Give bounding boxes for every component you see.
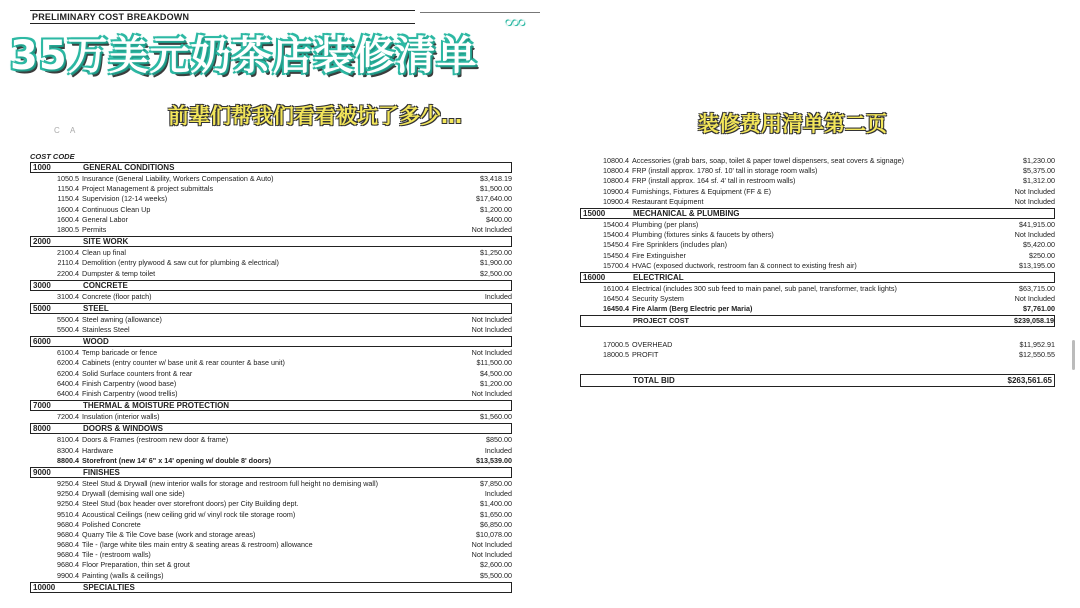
item-code: 9680.4 [57,529,79,539]
table-row [30,269,512,279]
item-amount: $17,640.00 [476,194,512,204]
item-code: 9900.4 [57,570,79,580]
item-code: 8300.4 [57,445,79,455]
redacted-text: C A [54,126,77,135]
item-amount: Not Included [471,325,512,335]
item-code: 1800.5 [57,224,79,234]
item-description: Project Management & project submittals [82,184,214,194]
table-row [30,412,512,422]
item-amount: $41,915.00 [1019,219,1055,229]
item-amount: $3,418.19 [480,174,512,183]
item-amount: $1,312.00 [1023,176,1055,186]
section-code: 16000 [583,272,606,282]
table-row [580,284,1055,294]
table-row [580,304,1055,314]
item-description: HVAC (exposed ductwork, restroom fan & connect to existing fresh air) [632,260,857,270]
section-header [580,208,1055,219]
item-description: General Labor [82,214,128,224]
table-row [580,230,1055,240]
table-row [580,176,1055,186]
item-description: Storefront (new 14' 6" x 14' opening w/ double 8' doors) [82,455,272,465]
item-code: 10800.4 [603,176,629,186]
item-description: Clean up final [82,248,126,258]
item-description: Fire Alarm (Berg Electric per Maria) [632,304,753,314]
table-row [30,248,512,258]
section-header [30,467,512,478]
item-description: Cabinets (entry counter w/ base unit & rear counter & base unit) [82,358,285,368]
table-row [30,325,512,335]
item-code: 9680.4 [57,519,79,529]
item-amount: Not Included [471,224,512,234]
table-row [30,540,512,550]
section-header [30,280,512,291]
item-code: 2200.4 [57,268,79,278]
item-code: 2100.4 [57,248,79,258]
item-code: 1600.4 [57,214,79,224]
table-row [30,379,512,389]
table-row [580,220,1055,230]
item-code: 8100.4 [57,435,79,445]
item-amount: $5,500.00 [480,570,512,580]
overhead-rows [580,340,1055,360]
item-code: 10800.4 [603,166,629,176]
project-cost-label: PROJECT COST [633,316,689,326]
table-row [30,520,512,530]
item-code: 2110.4 [57,258,79,268]
item-code: 9250.4 [57,499,79,509]
item-amount: Not Included [1014,196,1055,206]
item-code: 5500.4 [57,314,79,324]
item-amount: $2,500.00 [480,268,512,278]
table-row [30,258,512,268]
item-code: 16450.4 [603,294,629,304]
item-description: Acoustical Ceilings (new ceiling grid w/ vinyl rock tile storage room) [82,509,296,519]
item-description: Polished Concrete [82,519,141,529]
item-code: 15400.4 [603,219,629,229]
item-description: Plumbing (fixtures sinks & faucets by others) [632,230,774,240]
item-code: 7200.4 [57,412,79,422]
left-sections [30,162,512,593]
table-row [30,560,512,570]
item-description: FRP (install approx. 1780 sf. 10' tall in storage room walls) [632,166,818,176]
specialties-rows [580,156,1055,207]
item-amount: Not Included [1014,186,1055,196]
item-amount: $5,375.00 [1023,166,1055,176]
table-row [30,389,512,399]
section-code: 8000 [33,424,51,434]
item-amount: $1,900.00 [480,258,512,268]
table-row [30,184,512,194]
item-amount: Included [484,291,512,301]
item-amount: Not Included [471,314,512,324]
section-title: ELECTRICAL [633,272,684,282]
section-code: 6000 [33,337,51,347]
item-code: 5500.4 [57,325,79,335]
item-code: 10800.4 [603,156,629,165]
item-code: 6200.4 [57,368,79,378]
section-header [30,303,512,314]
section-code: 10000 [33,582,56,592]
document-header: PRELIMINARY COST BREAKDOWN [30,10,415,24]
item-amount: $5,420.00 [1023,240,1055,250]
item-amount: Not Included [471,540,512,550]
table-row [30,550,512,560]
item-description: Accessories (grab bars, soap, toilet & paper towel dispensers, seat covers & signage) [632,156,905,165]
section-title: DOORS & WINDOWS [83,424,163,434]
item-code: 18000.5 [603,350,629,360]
item-amount: $1,500.00 [480,184,512,194]
item-description: Finish Carpentry (wood trellis) [82,389,178,398]
item-description: Restaurant Equipment [632,196,704,206]
table-row [30,571,512,581]
table-row [30,489,512,499]
item-description: Doors & Frames (restroom new door & frame) [82,435,229,445]
item-code: 15700.4 [603,260,629,270]
section-header [30,582,512,593]
item-code: 9250.4 [57,489,79,499]
item-code: 9680.4 [57,550,79,560]
item-amount: $1,200.00 [480,204,512,214]
cost-table-right [580,156,1055,387]
item-code: 1150.4 [57,184,79,194]
table-row [30,499,512,509]
item-description: Steel awning (allowance) [82,314,162,324]
table-row [30,205,512,215]
item-code: 16100.4 [603,283,629,293]
item-amount: Not Included [1014,230,1055,240]
item-code: 1600.4 [57,204,79,214]
item-description: Plumbing (per plans) [632,219,699,229]
section-header [30,423,512,434]
item-description: Permits [82,224,107,234]
right-sections [580,208,1055,315]
item-amount: $63,715.00 [1019,283,1055,293]
table-row [30,174,512,184]
item-description: Insurance (General Liability, Workers Compensation & Auto) [82,174,274,183]
item-amount: Included [484,489,512,499]
section-code: 5000 [33,303,51,313]
item-amount: $1,560.00 [480,412,512,422]
section-title: GENERAL CONDITIONS [83,163,175,172]
table-row [30,369,512,379]
table-row [30,479,512,489]
table-row [580,197,1055,207]
item-description: Fire Sprinklers (includes plan) [632,240,728,250]
item-code: 1050.5 [57,174,79,183]
item-description: Furnishings, Fixtures & Equipment (FF & E) [632,186,772,196]
item-description: OVERHEAD [632,339,673,349]
table-row [30,435,512,445]
item-amount: $11,500.00 [476,358,512,368]
item-amount: $1,200.00 [480,378,512,388]
item-amount: $1,250.00 [480,248,512,258]
table-row [580,240,1055,250]
scroll-indicator[interactable] [1072,340,1075,370]
item-code: 6400.4 [57,389,79,398]
table-row [580,187,1055,197]
item-description: Concrete (floor patch) [82,291,152,301]
table-row [580,350,1055,360]
total-bid-label: TOTAL BID [633,376,675,386]
section-title: CONCRETE [83,280,128,290]
item-description: Steel Stud & Drywall (new interior walls for storage and restroom full height no demising wall) [82,478,379,488]
item-description: Security System [632,294,684,304]
table-row [580,340,1055,350]
section-title: WOOD [83,337,109,347]
section-header [30,400,512,411]
item-code: 9510.4 [57,509,79,519]
section-title: MECHANICAL & PLUMBING [633,208,740,218]
item-code: 8800.4 [57,455,79,465]
section-title: SITE WORK [83,237,129,247]
item-description: Supervision (12-14 weeks) [82,194,168,204]
item-amount: $1,650.00 [480,509,512,519]
item-amount: $1,230.00 [1023,156,1055,165]
section-header [580,272,1055,283]
table-row [30,194,512,204]
item-amount: $6,850.00 [480,519,512,529]
header-divider [420,12,540,13]
table-row [580,166,1055,176]
total-bid-row [580,374,1055,387]
item-code: 9250.4 [57,478,79,488]
section-header [30,162,512,173]
overlay-subtitle-left: 前辈们帮我们看看被坑了多少… [168,104,462,128]
item-code: 6200.4 [57,358,79,368]
item-amount: $850.00 [486,435,512,445]
item-description: Drywall (demising wall one side) [82,489,185,499]
item-code: 9680.4 [57,560,79,570]
item-amount: $11,952.91 [1019,339,1055,349]
item-amount: Not Included [1014,294,1055,304]
section-title: SPECIALTIES [83,582,135,592]
table-row [30,292,512,302]
table-row [30,215,512,225]
table-row [30,348,512,358]
item-description: Fire Extinguisher [632,250,686,260]
item-description: Continuous Clean Up [82,204,151,214]
section-code: 1000 [33,163,51,172]
section-code: 3000 [33,280,51,290]
section-code: 2000 [33,237,51,247]
project-cost-row [580,315,1055,327]
item-description: Hardware [82,445,114,455]
section-title: FINISHES [83,467,120,477]
item-amount: Not Included [471,348,512,358]
item-description: Steel Stud (box header over storefront doors) per City Building dept. [82,499,299,509]
item-code: 9680.4 [57,540,79,550]
item-description: Temp baricade or fence [82,348,158,358]
table-row [580,156,1055,166]
section-code: 9000 [33,467,51,477]
overlay-title: 35万美元奶茶店装修清单 [10,33,478,79]
item-amount: $7,850.00 [480,478,512,488]
item-description: Dumpster & temp toilet [82,268,156,278]
table-row [30,510,512,520]
cost-code-label: COST CODE [30,152,75,161]
item-description: Finish Carpentry (wood base) [82,378,177,388]
overlay-subtitle-right: 装修费用清单第二页 [698,112,887,136]
item-description: Insulation (interior walls) [82,412,160,422]
item-amount: $13,539.00 [476,455,512,465]
section-title: STEEL [83,303,109,313]
section-header [30,236,512,247]
project-cost-amount: $239,058.19 [1014,316,1054,326]
item-code: 15450.4 [603,240,629,250]
item-amount: $7,761.00 [1023,304,1055,314]
table-row [30,358,512,368]
item-description: Painting (walls & ceilings) [82,570,164,580]
item-code: 6100.4 [57,348,79,358]
item-amount: $12,550.55 [1019,350,1055,360]
item-code: 6400.4 [57,378,79,388]
table-row [30,446,512,456]
item-description: PROFIT [632,350,659,360]
item-amount: $1,400.00 [480,499,512,509]
item-amount: $400.00 [486,214,512,224]
item-description: Tile - (restroom walls) [82,550,151,560]
item-code: 10900.4 [603,196,629,206]
table-row [30,315,512,325]
table-row [30,456,512,466]
item-description: Electrical (includes 300 sub feed to main panel, sub panel, transformer, track lights) [632,283,897,293]
item-description: Tile - (large white tiles main entry & seating areas & restroom) allowance [82,540,313,550]
table-row [580,251,1055,261]
item-code: 17000.5 [603,339,629,349]
item-code: 3100.4 [57,291,79,301]
section-header [30,336,512,347]
ellipsis-icon: ••• [506,15,526,32]
table-row [30,225,512,235]
section-title: THERMAL & MOISTURE PROTECTION [83,401,230,411]
item-code: 15450.4 [603,250,629,260]
table-row [580,294,1055,304]
item-amount: Not Included [471,389,512,398]
item-amount: Not Included [471,550,512,560]
item-code: 10900.4 [603,186,629,196]
table-row [30,530,512,540]
item-description: FRP (install approx. 164 sf. 4' tall in restroom walls) [632,176,796,186]
item-amount: $2,600.00 [480,560,512,570]
section-code: 7000 [33,401,51,411]
item-description: Demolition (entry plywood & saw cut for plumbing & electrical) [82,258,279,268]
table-row [580,261,1055,271]
item-amount: $4,500.00 [480,368,512,378]
item-code: 15400.4 [603,230,629,240]
item-description: Solid Surface counters front & rear [82,368,193,378]
item-amount: $13,195.00 [1019,260,1055,270]
item-description: Floor Preparation, thin set & grout [82,560,190,570]
item-code: 1150.4 [57,194,79,204]
item-description: Stainless Steel [82,325,130,335]
item-amount: $10,078.00 [476,529,512,539]
item-amount: Included [484,445,512,455]
cost-table-left [30,152,512,594]
section-code: 15000 [583,208,606,218]
item-code: 16450.4 [603,304,629,314]
total-bid-amount: $263,561.65 [1007,376,1052,386]
item-description: Quarry Tile & Tile Cove base (work and storage areas) [82,529,256,539]
item-amount: $250.00 [1029,250,1055,260]
